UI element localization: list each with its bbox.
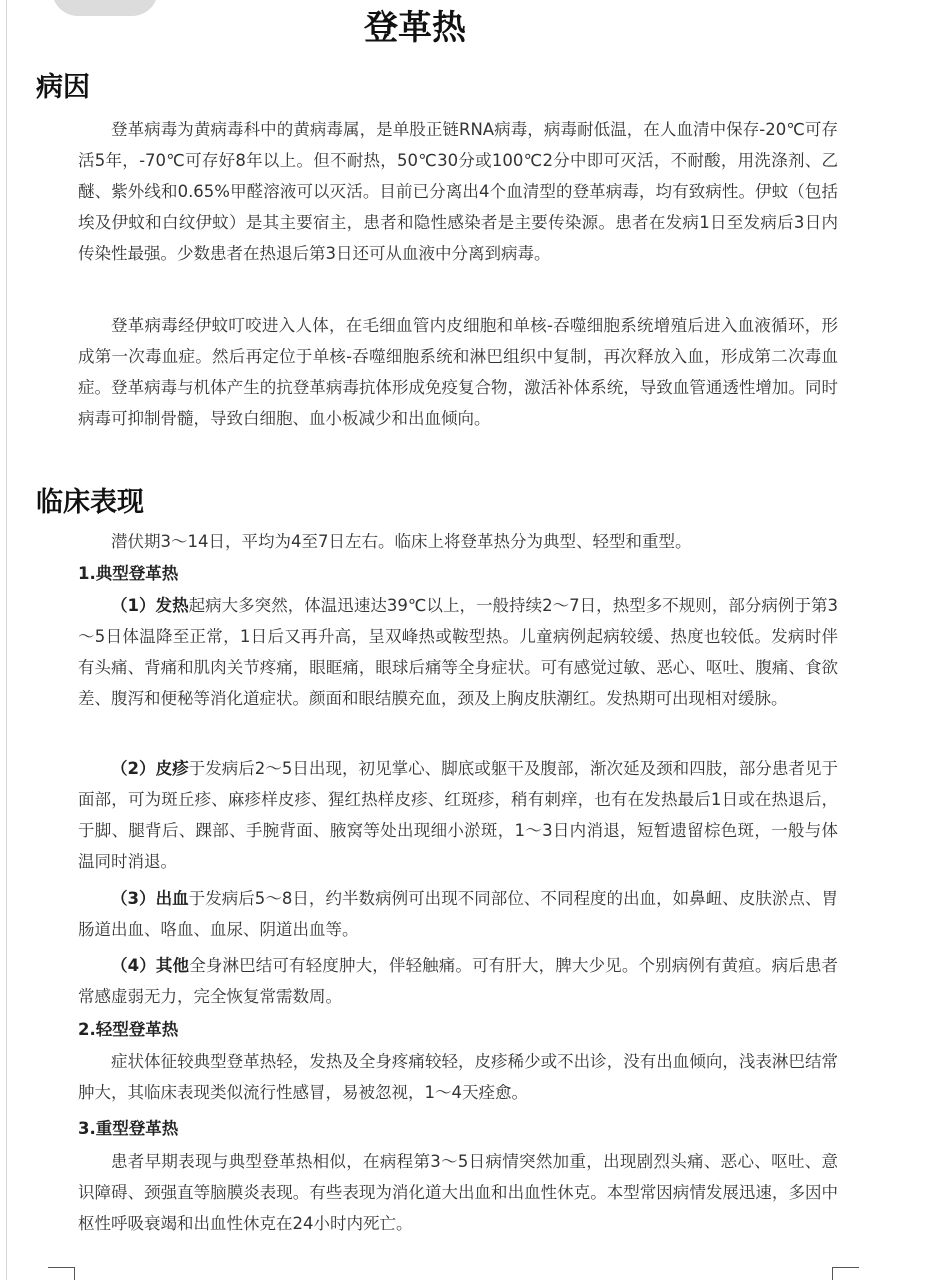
page-title: 登革热 bbox=[364, 8, 466, 48]
item-text: 于发病后2～5日出现，初见掌心、脚底或躯干及腹部，渐次延及颈和四肢，部分患者见于面部，可为斑丘疹、麻疹样皮疹、猩红热样皮疹、红斑疹，稍有刺痒，也有在发热最后1日或在热退后，于脚、腿背后、踝部、手腕背面、腋窝等处出现细小淤斑，1～3日内消退，短暂遗留棕色斑，一般与体温同时消退。 bbox=[78, 759, 838, 871]
item-text: 起病大多突然，体温迅速达39℃以上，一般持续2～7日，热型多不规则，部分病例于第3～5日体温降至正常，1日后又再升高，呈双峰热或鞍型热。儿童病例起病较缓、热度也较低。发病时伴有头痛、背痛和肌肉关节疼痛，眼眶痛，眼球后痛等全身症状。可有感觉过敏、恶心、呕吐、腹痛、食欲差、腹泻和便秘等消化道症状。颜面和眼结膜充血，颈及上胸皮肤潮红。发热期可出现相对缓脉。 bbox=[78, 596, 838, 708]
etiology-paragraph-1: 登革病毒为黄病毒科中的黄病毒属，是单股正链RNA病毒，病毒耐低温，在人血清中保存-20℃可存活5年，-70℃可存好8年以上。但不耐热，50℃30分或100℃2分中即可灭活，不耐酸，用洗涤剂、乙醚、紫外线和0.65%甲醛溶液可以灭活。目前已分离出4个血清型的登革病毒，均有致病性。伊蚊（包括埃及伊蚊和白纹伊蚊）是其主要宿主，患者和隐性感染者是主要传染源。患者在发病1日至发病后3日内传染性最强。少数患者在热退后第3日还可从血液中分离到病毒。 bbox=[78, 120, 838, 263]
subheading-typical: 1.典型登革热 bbox=[78, 564, 179, 583]
typical-item-bleeding bbox=[78, 883, 838, 945]
section-heading-clinical: 临床表现 bbox=[36, 487, 144, 518]
item-label: （1）发热 bbox=[111, 596, 189, 615]
typical-item-rash bbox=[78, 753, 838, 877]
page-edge-line bbox=[6, 0, 7, 1280]
subheading-severe: 3.重型登革热 bbox=[78, 1119, 179, 1138]
section-heading-etiology: 病因 bbox=[36, 72, 90, 103]
crop-mark-left bbox=[48, 1267, 75, 1280]
severe-paragraph: 患者早期表现与典型登革热相似，在病程第3～5日病情突然加重，出现剧烈头痛、恶心、呕吐、意识障碍、颈强直等脑膜炎表现。有些表现为消化道大出血和出血性休克。本型常因病情发展迅速，多因中枢性呼吸衰竭和出血性休克在24小时内死亡。 bbox=[78, 1152, 838, 1233]
item-text: 于发病后5～8日，约半数病例可出现不同部位、不同程度的出血，如鼻衄、皮肤淤点、胃肠道出血、咯血、血尿、阴道出血等。 bbox=[78, 889, 838, 939]
crop-mark-right bbox=[832, 1267, 859, 1280]
typical-item-other bbox=[78, 950, 838, 1012]
mild-paragraph: 症状体征较典型登革热轻，发热及全身疼痛较轻，皮疹稀少或不出诊，没有出血倾向，浅表淋巴结常肿大，其临床表现类似流行性感冒，易被忽视，1～4天痊愈。 bbox=[78, 1052, 838, 1102]
typical-item-fever bbox=[78, 590, 838, 714]
item-label: （2）皮疹 bbox=[111, 759, 189, 778]
clinical-intro: 潜伏期3～14日，平均为4至7日左右。临床上将登革热分为典型、轻型和重型。 bbox=[111, 532, 692, 551]
subheading-mild: 2.轻型登革热 bbox=[78, 1020, 179, 1039]
item-label: （3）出血 bbox=[111, 889, 189, 908]
etiology-paragraph-2: 登革病毒经伊蚊叮咬进入人体，在毛细血管内皮细胞和单核-吞噬细胞系统增殖后进入血液循环，形成第一次毒血症。然后再定位于单核-吞噬细胞系统和淋巴组织中复制，再次释放入血，形成第二次毒血症。登革病毒与机体产生的抗登革病毒抗体形成免疫复合物，激活补体系统，导致血管通透性增加。同时病毒可抑制骨髓，导致白细胞、血小板减少和出血倾向。 bbox=[78, 316, 838, 428]
item-text: 全身淋巴结可有轻度肿大，伴轻触痛。可有肝大，脾大少见。个别病例有黄疸。病后患者常感虚弱无力，完全恢复常需数周。 bbox=[78, 956, 839, 1006]
item-label: （4）其他 bbox=[111, 956, 190, 975]
